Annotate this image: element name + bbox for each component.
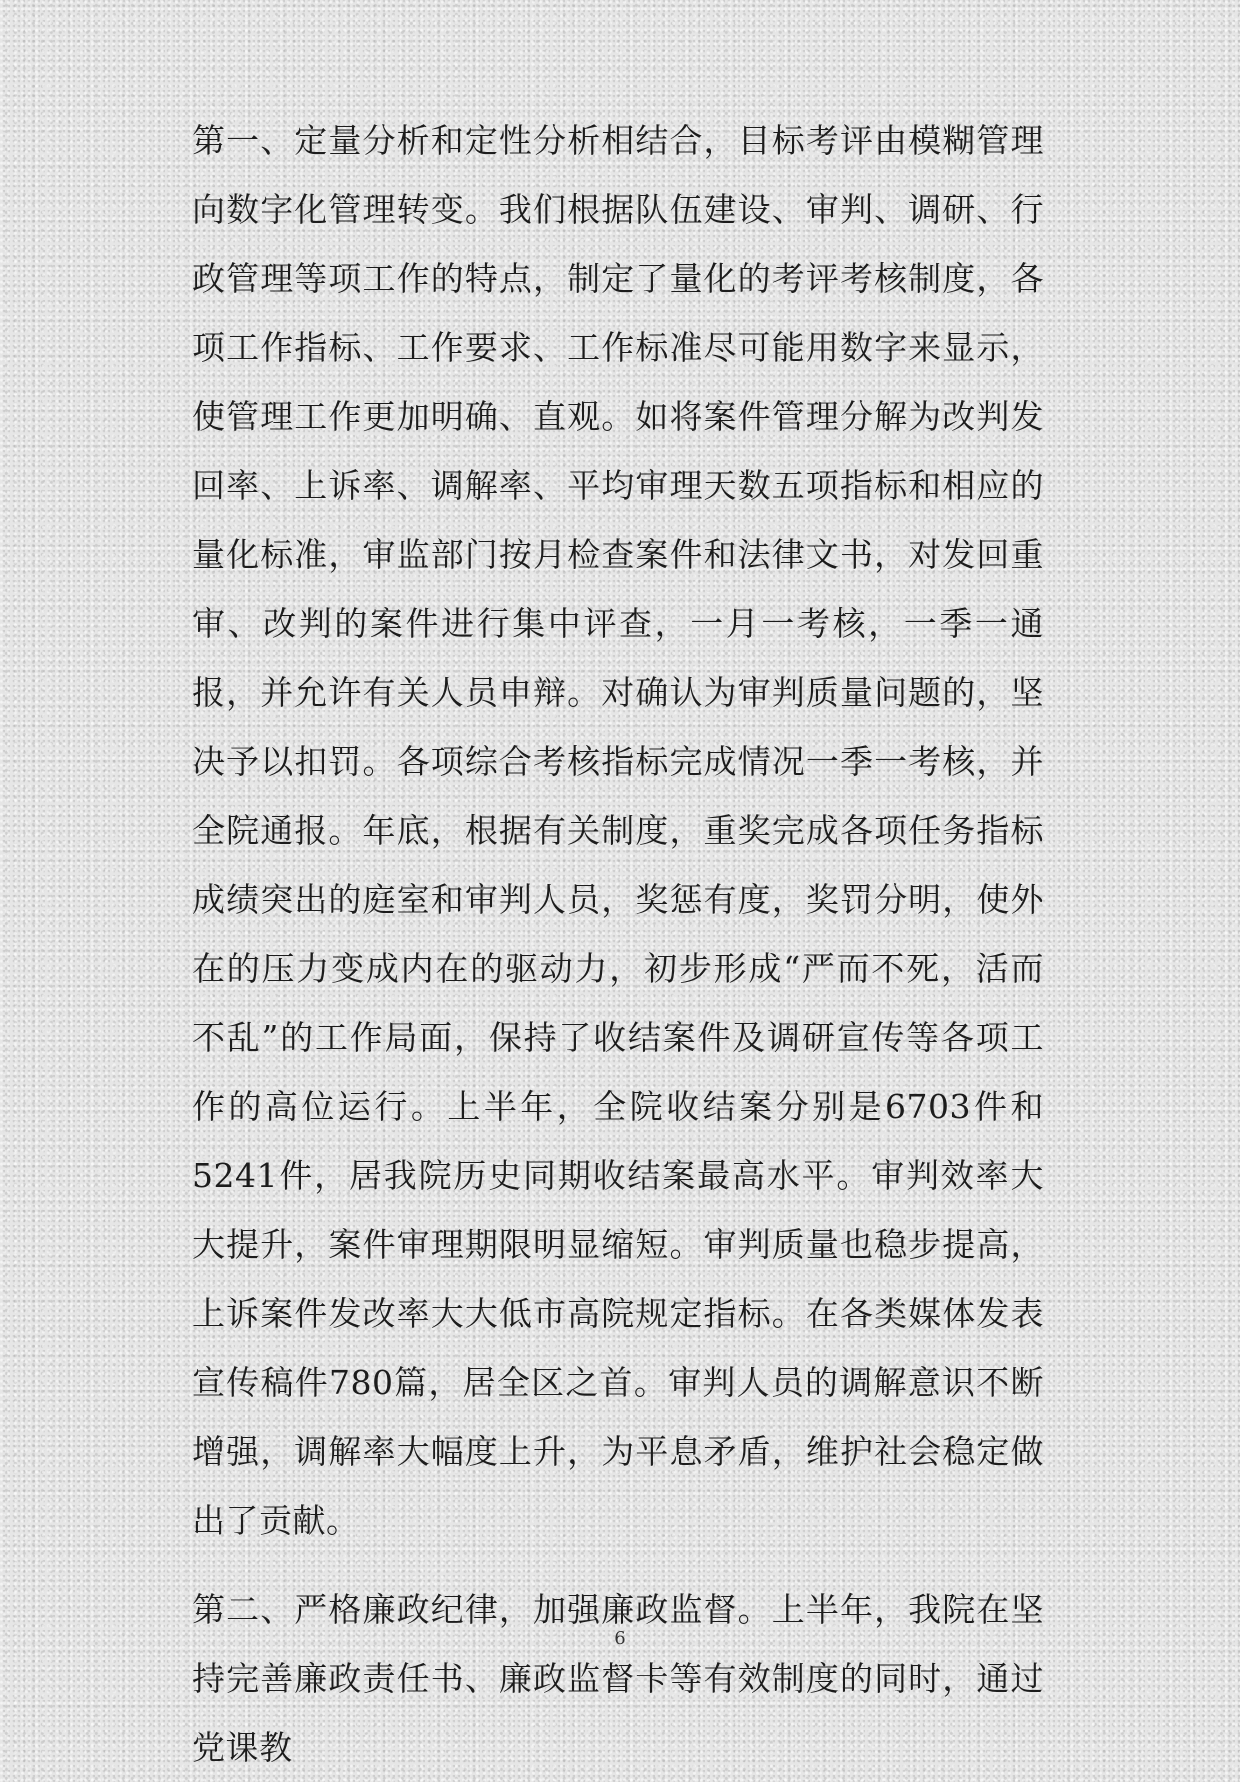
paragraph-quantitative-analysis: 第一、定量分析和定性分析相结合，目标考评由模糊管理向数字化管理转变。我们根据队伍建设、审判、调研、行政管理等项工作的特点，制定了量化的考评考核制度，各项工作指标、工作要求、工作标准尽可能用数字来显示，使管理工作更加明确、直观。如将案件管理分解为改判发回率、上诉率、调解率、平均审理天数五项指标和相应的量化标准，审监部门按月检查案件和法律文书，对发回重审、改判的案件进行集中评查，一月一考核，一季一通报，并允许有关人员申辩。对确认为审判质量问题的，坚决予以扣罚。各项综合考核指标完成情况一季一考核，并全院通报。年底，根据有关制度，重奖完成各项任务指标成绩突出的庭室和审判人员，奖惩有度，奖罚分明，使外在的压力变成内在的驱动力，初步形成“严而不死，活而不乱”的工作局面，保持了收结案件及调研宣传等各项工作的高位运行。上半年，全院收结案分别是6703件和5241件，居我院历史同期收结案最高水平。审判效率大大提升，案件审理期限明显缩短。审判质量也稳步提高，上诉案件发改率大大低市高院规定指标。在各类媒体发表宣传稿件780篇，居全区之首。审判人员的调解意识不断增强，调解率大幅度上升，为平息矛盾，维护社会稳定做出了贡献。 <box>192 121 1044 1540</box>
paragraph-integrity-discipline: 第二、严格廉政纪律，加强廉政监督。上半年，我院在坚持完善廉政责任书、廉政监督卡等有效制度的同时，通过党课教 <box>192 1590 1044 1767</box>
document-body <box>192 106 1044 1782</box>
page-number: 6 <box>614 1628 626 1649</box>
